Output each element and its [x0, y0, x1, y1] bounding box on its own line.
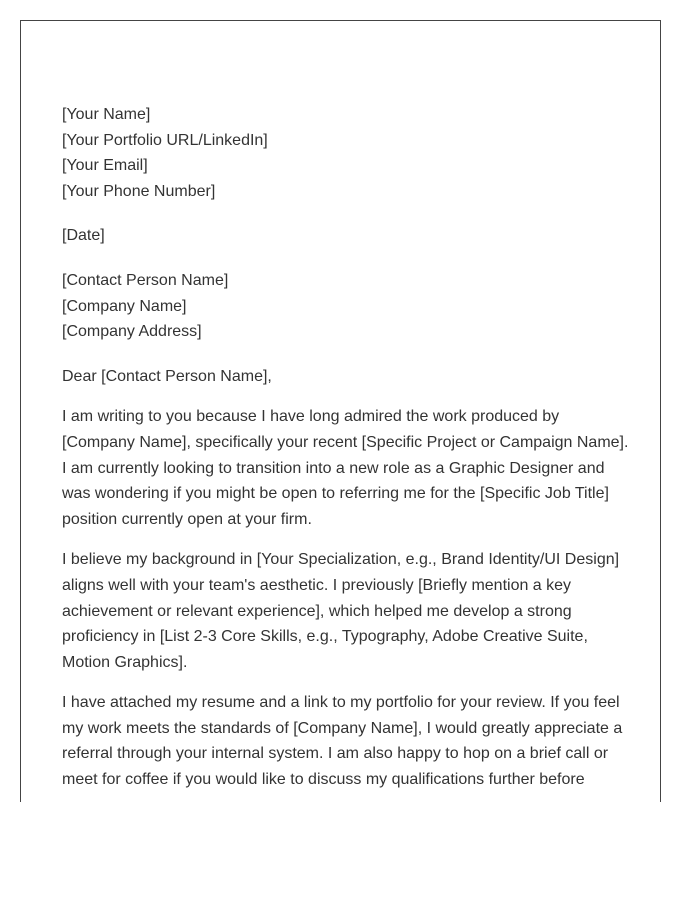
sender-phone: [Your Phone Number]: [62, 182, 216, 200]
body-paragraph-1: I am writing to you because I have long admired the work produced by [Company Name], specifically your recent [Specific Project or Campaign Name]. I am currently looking to transition into a new role as a Graphic Designer and was wondering if you might be open to referring me for the [Specific Job Title] position currently open at your firm.: [62, 408, 629, 528]
recipient-contact: [Contact Person Name]: [62, 271, 229, 289]
letter-date: [Date]: [62, 227, 105, 245]
sender-email: [Your Email]: [62, 157, 148, 175]
salutation: Dear [Contact Person Name],: [62, 367, 272, 385]
salutation-block: [62, 364, 632, 390]
body-paragraph-2: I believe my background in [Your Specialization, e.g., Brand Identity/UI Design] aligns well with your team's aesthetic. I previously [Briefly mention a key achievement or relevant experience], which helped me develop a strong proficiency in [List 2-3 Core Skills, e.g., Typography, Adobe Creative Suite, Motion Graphics].: [62, 551, 620, 671]
body-paragraph-3: I have attached my resume and a link to my portfolio for your review. If you feel my work meets the standards of [Company Name], I would greatly appreciate a referral through your internal system. I am also happy to hop on a brief call or meet for coffee if you would like to discuss my qualifications further before: [62, 694, 623, 789]
date-block: [62, 223, 632, 249]
recipient-company: [Company Name]: [62, 297, 187, 315]
sender-block: [62, 102, 632, 204]
letter-page: [20, 20, 661, 802]
letter-body: [62, 102, 632, 802]
sender-name: [Your Name]: [62, 106, 151, 123]
recipient-address: [Company Address]: [62, 323, 202, 341]
sender-portfolio: [Your Portfolio URL/LinkedIn]: [62, 131, 268, 149]
recipient-block: [62, 268, 632, 345]
